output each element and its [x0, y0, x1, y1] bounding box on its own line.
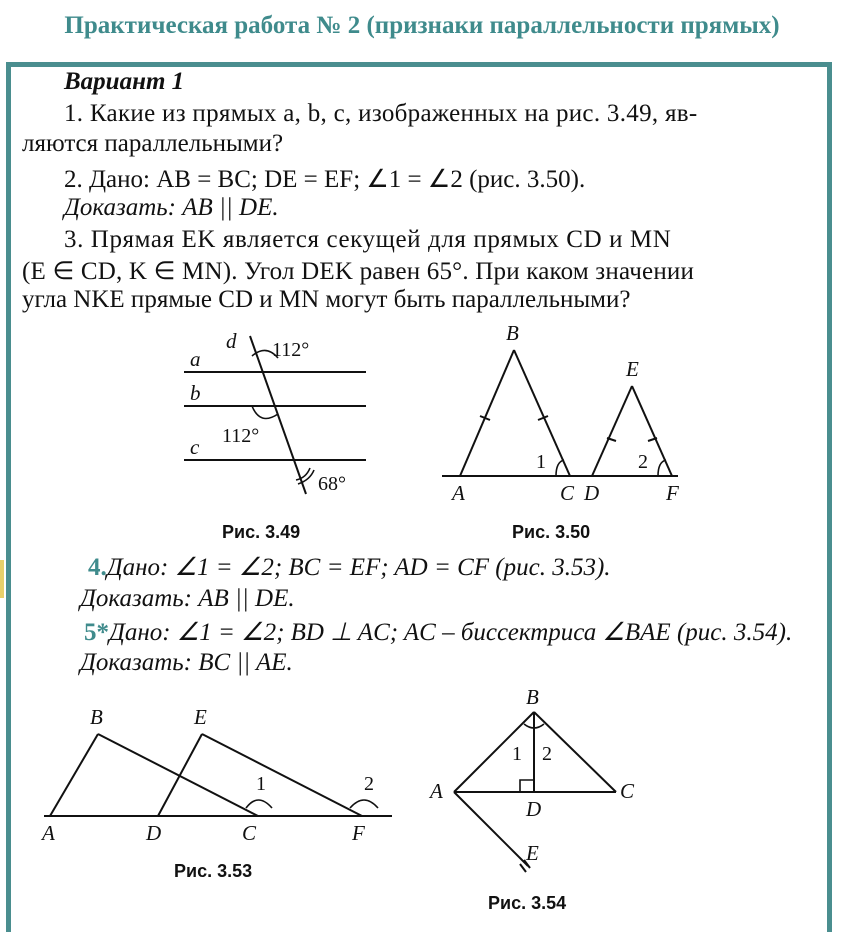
label-C: C: [620, 779, 635, 803]
figure-3-54: [430, 685, 650, 890]
task4-number: 4.: [88, 554, 107, 581]
label-A: A: [430, 779, 443, 803]
arc-mid: [252, 406, 278, 419]
task5-given-text: Дано: ∠1 = ∠2; BD ⊥ AC; AC – биссектриса ∠BAE (рис. 3.54).: [109, 619, 793, 646]
task2-prove: Доказать: AB || DE.: [64, 194, 279, 221]
label-B: B: [90, 705, 103, 729]
label-D: D: [526, 797, 542, 821]
label-F: F: [352, 821, 365, 845]
label-D: D: [146, 821, 162, 845]
task4-given-text: Дано: ∠1 = ∠2; BC = EF; AD = CF (рис. 3.53).: [106, 554, 611, 581]
caption-3-54: Рис. 3.54: [488, 893, 567, 913]
angle-top: 112°: [272, 339, 310, 361]
figure-3-49: [180, 330, 380, 500]
task3-line1: 3. Прямая EK является секущей для прямых CD и MN: [64, 226, 672, 253]
label-E: E: [194, 705, 207, 729]
task3-line3: угла NKE прямые CD и MN могут быть параллельными?: [22, 286, 631, 313]
label-a: a: [190, 347, 201, 371]
task1-line1: 1. Какие из прямых a, b, c, изображенных на рис. 3.49, яв-: [64, 100, 698, 127]
label-E: E: [626, 357, 639, 381]
task5-given: [84, 617, 792, 647]
task5-number: 5*: [84, 619, 109, 646]
caption-3-49: Рис. 3.49: [222, 522, 301, 542]
figure-3-50: [440, 320, 690, 510]
label-F: F: [666, 481, 679, 505]
page-title: Практическая работа № 2 (признаки параллельности прямых): [64, 12, 780, 39]
label-B: B: [506, 321, 519, 345]
label-E: E: [526, 841, 539, 865]
label-C: C: [242, 821, 257, 845]
angle-1: 1: [536, 451, 546, 473]
angle-mid: 112°: [222, 425, 260, 447]
label-c: c: [190, 435, 200, 459]
task4-prove: Доказать: AB || DE.: [80, 585, 295, 612]
caption-3-50: Рис. 3.50: [512, 522, 591, 542]
figure-3-53: [40, 700, 410, 850]
label-A: A: [42, 821, 55, 845]
angle-1: 1: [256, 773, 266, 795]
label-B: B: [526, 685, 539, 709]
task5-prove: Доказать: BC || AE.: [80, 649, 293, 676]
caption-3-53: Рис. 3.53: [174, 861, 253, 881]
task4-given: [88, 552, 611, 582]
angle-2: 2: [638, 451, 648, 473]
label-C: C: [560, 481, 575, 505]
angle-2: 2: [542, 743, 552, 765]
label-b: b: [190, 381, 201, 405]
angle-bot: 68°: [318, 473, 346, 495]
variant-heading: Вариант 1: [64, 68, 185, 95]
angle-1: 1: [512, 743, 522, 765]
task1-line2: ляются параллельными?: [22, 130, 284, 157]
label-A: A: [452, 481, 465, 505]
angle-2: 2: [364, 773, 374, 795]
task3-line2: (E ∈ CD, K ∈ MN). Угол DEK равен 65°. При каком значении: [22, 258, 695, 285]
label-d: d: [226, 329, 237, 353]
edge-mark: [0, 560, 4, 598]
task2-given: 2. Дано: AB = BC; DE = EF; ∠1 = ∠2 (рис. 3.50).: [64, 166, 586, 193]
label-D: D: [584, 481, 600, 505]
